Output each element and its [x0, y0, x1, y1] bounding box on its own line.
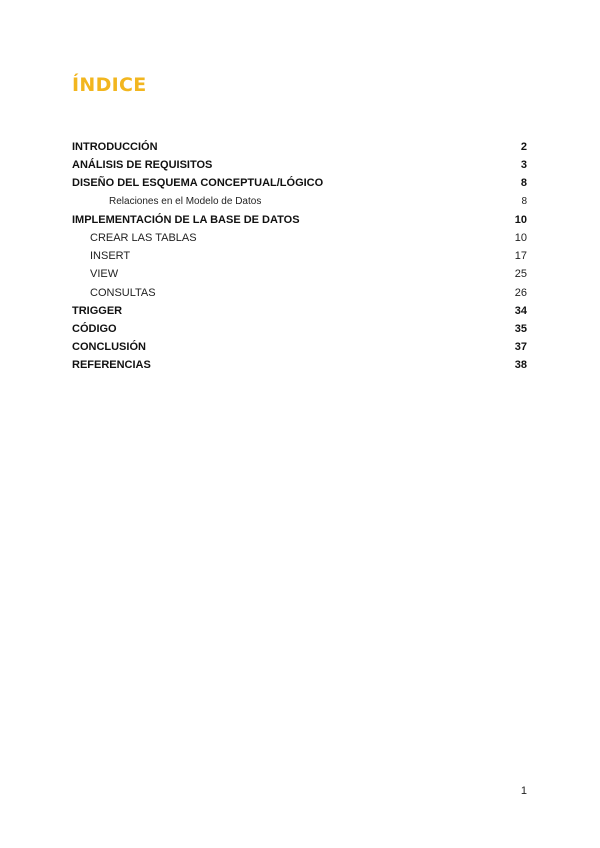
toc-entry-page: 10 [514, 213, 527, 226]
toc-entry-label: INTRODUCCIÓN [72, 141, 158, 153]
toc-entry-page: 8 [520, 177, 527, 190]
toc-entry-codigo[interactable] [72, 320, 527, 338]
toc-entry-page: 35 [514, 322, 527, 335]
toc-entry-analisis-de-requisitos[interactable] [72, 156, 527, 174]
toc-entry-label: CONSULTAS [90, 286, 156, 299]
toc-entry-label: INSERT [90, 250, 131, 263]
toc-entry-page: 38 [514, 359, 527, 372]
toc-entry-label: CÓDIGO [72, 322, 117, 335]
toc-entry-introduccion[interactable] [72, 138, 527, 156]
toc-entry-diseno-del-esquema[interactable] [72, 174, 527, 192]
toc-entry-consultas[interactable] [72, 284, 527, 302]
toc-entry-page: 2 [520, 141, 527, 153]
toc-entry-page: 37 [514, 341, 527, 354]
toc-entry-page: 17 [514, 250, 527, 263]
toc-entry-page: 8 [521, 195, 527, 207]
toc-entry-conclusion[interactable] [72, 338, 527, 356]
toc-entry-label: Relaciones en el Modelo de Datos [109, 195, 262, 207]
toc-entry-trigger[interactable] [72, 302, 527, 320]
toc-entry-relaciones-modelo-datos[interactable] [72, 193, 527, 211]
toc-entry-label: IMPLEMENTACIÓN DE LA BASE DE DATOS [72, 213, 300, 226]
toc-entry-label: ANÁLISIS DE REQUISITOS [72, 159, 213, 172]
toc-entry-referencias[interactable] [72, 356, 527, 374]
toc-entry-page: 25 [514, 268, 527, 281]
toc-entry-insert[interactable] [72, 247, 527, 265]
toc-entry-label: CONCLUSIÓN [72, 341, 146, 354]
toc-entry-page: 3 [520, 159, 527, 172]
toc-entry-view[interactable] [72, 265, 527, 283]
toc-entry-page: 10 [514, 231, 527, 244]
toc-entry-label: TRIGGER [72, 304, 123, 317]
toc-entry-page: 26 [514, 286, 527, 299]
toc-entry-label: DISEÑO DEL ESQUEMA CONCEPTUAL/LÓGICO [72, 177, 324, 190]
toc-entry-label: VIEW [90, 268, 119, 281]
page-title: ÍNDICE [72, 74, 147, 96]
toc-entry-label: CREAR LAS TABLAS [90, 231, 197, 244]
page-number: 1 [520, 785, 527, 797]
toc-entry-label: REFERENCIAS [72, 359, 151, 372]
table-of-contents [72, 138, 527, 374]
toc-entry-crear-las-tablas[interactable] [72, 229, 527, 247]
toc-entry-implementacion-base-datos[interactable] [72, 211, 527, 229]
toc-entry-page: 34 [514, 304, 527, 317]
